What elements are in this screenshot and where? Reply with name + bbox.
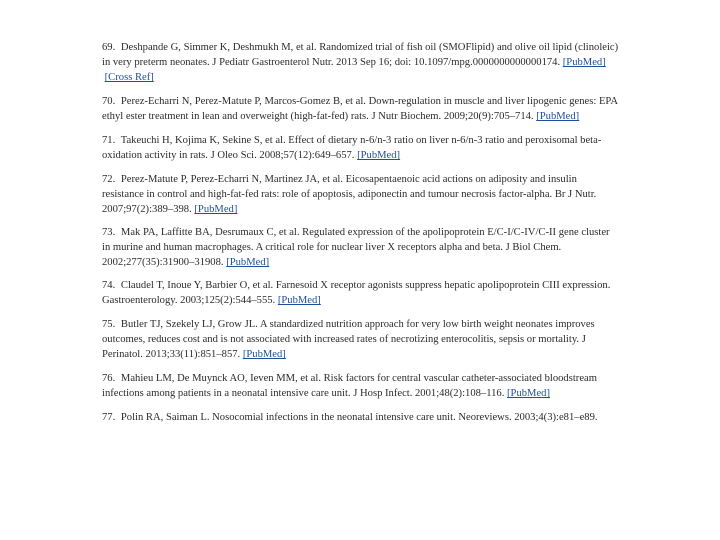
reference-item: [102, 371, 620, 401]
reference-number: 72.: [102, 174, 116, 185]
pubmed-link[interactable]: [PubMed]: [226, 257, 270, 268]
reference-text: Mahieu LM, De Muynck AO, Ieven MM, et al. Risk factors for central vascular catheter-associated bloodstream infections among patients in a neonatal intensive care unit. J Hosp Infect. 2001;48(2):108–116.: [102, 373, 597, 399]
reference-number: 70.: [102, 96, 116, 107]
reference-item: [102, 410, 620, 425]
pubmed-link[interactable]: [PubMed]: [194, 204, 238, 215]
reference-number: 74.: [102, 280, 116, 291]
reference-text: Deshpande G, Simmer K, Deshmukh M, et al. Randomized trial of fish oil (SMOFlipid) and olive oil lipid (clinoleic) in very preterm neonates. J Pediatr Gastroenterol Nutr. 2013 Sep 16; doi: 10.1097/mpg.0000000000000174.: [102, 42, 619, 68]
reference-number: 69.: [102, 42, 116, 53]
pubmed-link[interactable]: [PubMed]: [536, 111, 580, 122]
pubmed-link[interactable]: [PubMed]: [277, 295, 321, 306]
reference-text: Mak PA, Laffitte BA, Desrumaux C, et al. Regulated expression of the apolipoprotein E/C-I/C-IV/C-II gene cluster in murine and human macrophages. A critical role for nuclear liver X receptors alpha and beta. J Biol Chem. 2002;277(35):31900–31908.: [102, 227, 610, 268]
pubmed-link[interactable]: [PubMed]: [357, 150, 401, 161]
reference-text: Takeuchi H, Kojima K, Sekine S, et al. Effect of dietary n-6/n-3 ratio on liver n-6/n-3 ratio and peroxisomal beta-oxidation activity in rats. J Oleo Sci. 2008;57(12):649–657.: [102, 135, 602, 161]
reference-item: [102, 94, 620, 124]
reference-text: Perez-Echarri N, Perez-Matute P, Marcos-Gomez B, et al. Down-regulation in muscle and liver lipogenic genes: EPA ethyl ester treatment in lean and overweight (high-fat-fed) rats. J Nutr Biochem. 2009;20(9):705–714.: [102, 96, 618, 122]
reference-text: Claudel T, Inoue Y, Barbier O, et al. Farnesoid X receptor agonists suppress hepatic apolipoprotein CIII expression. Gastroenterology. 2003;125(2):544–555.: [102, 280, 611, 306]
reference-item: [102, 172, 620, 216]
reference-item: [102, 317, 620, 362]
reference-text: Butler TJ, Szekely LJ, Grow JL. A standardized nutrition approach for very low birth weight neonates improves outcomes, reduces cost and is not associated with increased rates of necrotizing enterocolitis, sepsis or mortality. J Perinatol. 2013;33(11):851–857.: [102, 319, 595, 360]
reference-list: [102, 40, 620, 434]
reference-number: 77.: [102, 412, 116, 423]
pubmed-link[interactable]: [PubMed]: [507, 388, 550, 399]
crossref-link[interactable]: [Cross Ref]: [104, 72, 154, 83]
reference-text: Polin RA, Saiman L. Nosocomial infections in the neonatal intensive care unit. Neoreviews. 2003;4(3):e81–e89.: [120, 412, 598, 423]
reference-number: 76.: [102, 373, 116, 384]
reference-item: [102, 278, 620, 308]
reference-number: 71.: [102, 135, 116, 146]
reference-item: [102, 40, 620, 85]
pubmed-link[interactable]: [PubMed]: [562, 57, 606, 68]
reference-text: Perez-Matute P, Perez-Echarri N, Martinez JA, et al. Eicosapentaenoic acid actions on adiposity and insulin resistance in control and high-fat-fed rats: role of apoptosis, adiponectin and tumour necrosis factor-alpha. Br J Nutr. 2007;97(2):389–398.: [102, 174, 597, 215]
reference-number: 73.: [102, 227, 116, 238]
reference-item: [102, 225, 620, 269]
pubmed-link[interactable]: [PubMed]: [242, 349, 286, 360]
reference-number: 75.: [102, 319, 116, 330]
reference-item: [102, 133, 620, 163]
